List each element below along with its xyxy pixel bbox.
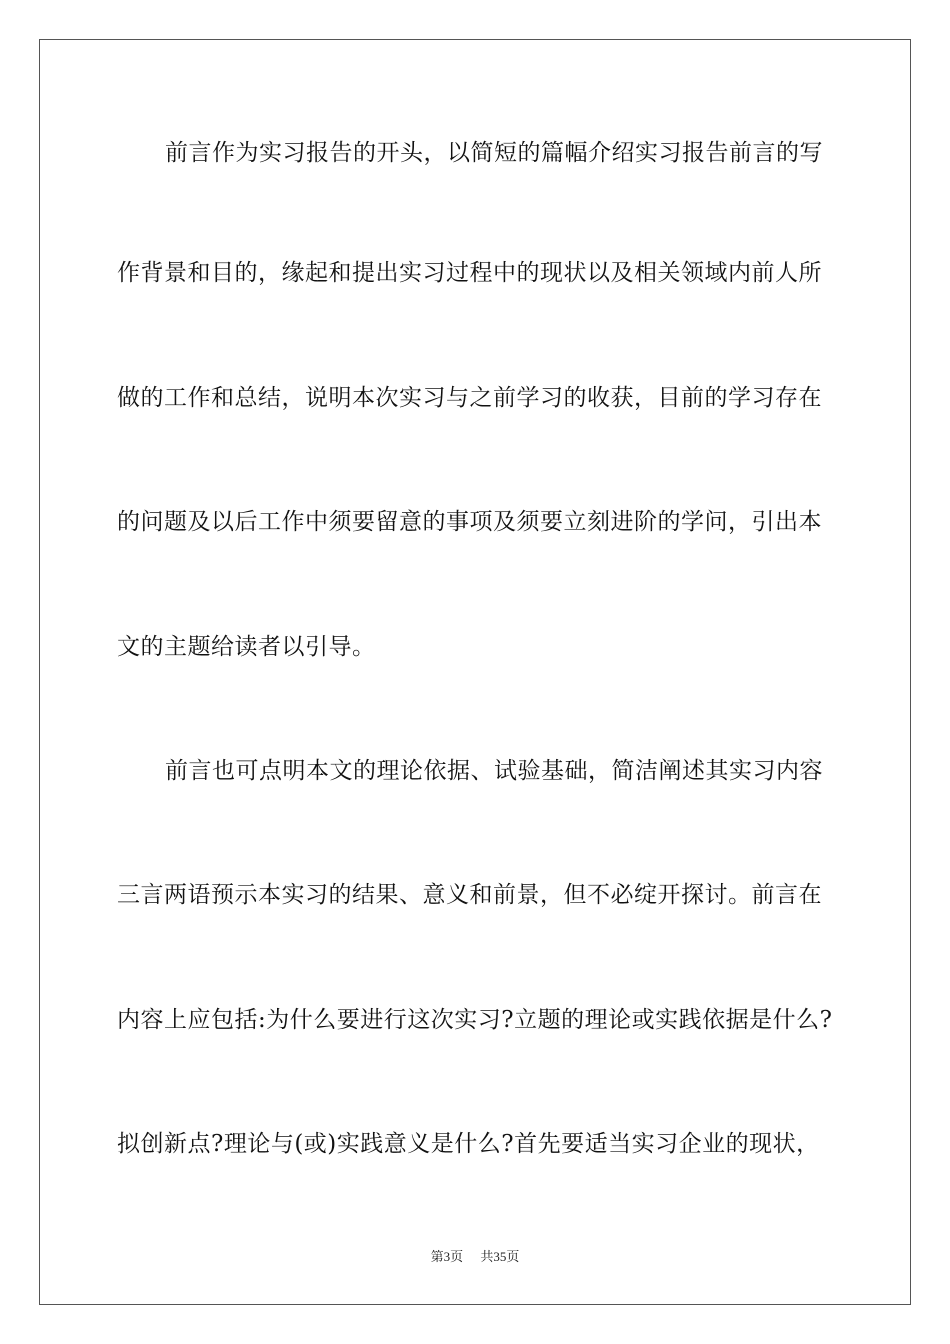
paragraph-2-line-3: 内容上应包括:为什么要进行这次实习?立题的理论或实践依据是什么? (117, 1007, 833, 1033)
paragraph-2-line-4: 拟创新点?理论与(或)实践意义是什么?首先要适当实习企业的现状， (117, 1131, 820, 1157)
page-border (39, 39, 911, 1305)
paragraph-2-line-2: 三言两语预示本实习的结果、意义和前景，但不必绽开探讨。前言在 (117, 882, 822, 908)
page-total: 共35页 (480, 1249, 520, 1264)
page-footer (0, 1248, 950, 1266)
paragraph-1-line-2: 作背景和目的，缘起和提出实习过程中的现状以及相关领域内前人所 (117, 260, 822, 286)
paragraph-1-line-1: 前言作为实习报告的开头，以简短的篇幅介绍实习报告前言的写 (165, 140, 823, 166)
paragraph-1-line-3: 做的工作和总结，说明本次实习与之前学习的收获，目前的学习存在 (117, 385, 822, 411)
paragraph-2-line-1: 前言也可点明本文的理论依据、试验基础，简洁阐述其实习内容 (165, 758, 823, 784)
page-number: 第3页 (430, 1249, 464, 1264)
paragraph-1-line-5: 文的主题给读者以引导。 (117, 634, 376, 660)
paragraph-1-line-4: 的问题及以后工作中须要留意的事项及须要立刻进阶的学问，引出本 (117, 509, 822, 535)
